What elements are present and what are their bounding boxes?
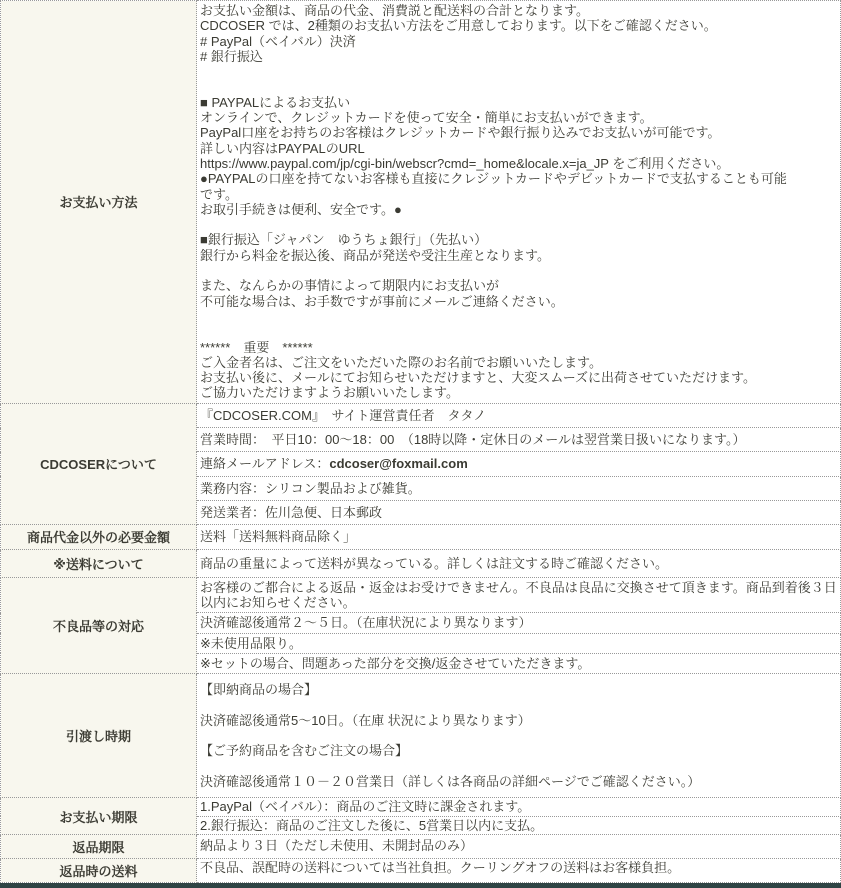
bottom-bar <box>0 883 841 888</box>
text-line: お支払い後に、メールにてお知らせいただけますと、大変スムーズに出荷させていただけます。 <box>200 370 757 386</box>
text-line: 決済確認後通常２～５日。（在庫状況により異なります） <box>200 615 532 631</box>
text-line: 営業時間： 平日10：00～18：00 （18時以降・定休日のメールは翌営業日扱いになります。） <box>200 432 746 448</box>
text-line: また、なんらかの事情によって期限内にお支払いが <box>200 278 500 294</box>
table-row <box>1 403 841 427</box>
section-content-about-cdcoser <box>197 500 841 524</box>
section-content-payment-method <box>197 1 841 404</box>
section-label-extra-fees: 商品代金以外の必要金額 <box>1 525 197 549</box>
text-line: ※セットの場合、問題あった部分を交換/返金させていただきます。 <box>200 655 591 671</box>
text-line: ****** 重要 ****** <box>200 339 313 355</box>
text-line: 1.PayPal（ベイバル）：商品のご注文時に課金されます。 <box>200 799 531 815</box>
section-content-payment-deadline <box>197 798 841 816</box>
text-line <box>200 324 837 339</box>
text-line: ●PAYPALの口座を持てないお客様も直接にクレジットカードやデビットカードで支払することも可能 <box>200 171 787 187</box>
section-content-defective-items <box>197 613 841 633</box>
section-label-payment-deadline: お支払い期限 <box>1 798 197 835</box>
text-line <box>200 456 837 471</box>
section-content-delivery-time <box>197 674 841 798</box>
text-line: 不可能な場合は、お手数ですが事前にメールご連絡ください。 <box>200 293 564 309</box>
text-line: 不良品、誤配時の送料については当社負担。クーリングオフの送料はお客様負担。 <box>200 859 681 875</box>
text-line: # 銀行振込 <box>200 48 263 64</box>
text-line: 納品より３日（ただし未使用、未開封品のみ） <box>200 837 474 853</box>
section-label-about-shipping: ※送料について <box>1 549 197 577</box>
table-row <box>1 1 841 404</box>
text-line: 【ご予約商品を含むご注文の場合】 <box>200 743 409 759</box>
text-line: ご入金者名は、ご注文をいただいた際のお名前でお願いいたします。 <box>200 354 602 370</box>
text-line: # PayPal（ベイバル）決済 <box>200 33 356 49</box>
text-line <box>200 759 837 774</box>
text-line <box>200 263 837 278</box>
section-content-return-shipping <box>197 858 841 882</box>
text-line <box>200 309 837 324</box>
text-line: オンラインで、クレジットカードを使って安全・簡単にお支払いができます。 <box>200 110 653 126</box>
table-row <box>1 549 841 577</box>
text-line <box>200 728 837 743</box>
section-content-about-cdcoser <box>197 476 841 500</box>
section-content-return-deadline <box>197 834 841 858</box>
text-line: 銀行から料金を振込後、商品が発送や受注生産となります。 <box>200 247 550 263</box>
table-row <box>1 577 841 613</box>
section-label-delivery-time: 引渡し時期 <box>1 674 197 798</box>
section-content-payment-deadline <box>197 816 841 834</box>
section-content-about-shipping <box>197 549 841 577</box>
section-label-return-deadline: 返品期限 <box>1 834 197 858</box>
text-line <box>200 79 837 94</box>
text-line: ■銀行振込「ジャパン ゆうちょ銀行」（先払い） <box>200 232 488 248</box>
table-row <box>1 674 841 798</box>
text-line: 発送業者：佐川急便、日本郵政 <box>200 504 383 520</box>
table-row <box>1 525 841 549</box>
text-line: https://www.paypal.com/jp/cgi-bin/webscr?cmd=_home&locale.x=ja_JP をご利用ください。 <box>200 155 730 171</box>
section-label-defective-items: 不良品等の対応 <box>1 577 197 673</box>
table-row <box>1 798 841 816</box>
text-line: 詳しい内容はPAYPALのURL <box>200 140 365 156</box>
section-label-payment-method: お支払い方法 <box>1 1 197 404</box>
text-line: PayPal口座をお持ちのお客様はクレジットカードや銀行振り込みでお支払いが可能です。 <box>200 125 721 141</box>
section-label-return-shipping: 返品時の送料 <box>1 858 197 882</box>
text-line: 【即納商品の場合】 <box>200 682 318 698</box>
text-line: 決済確認後通常5～10日。（在庫 状況により異なります） <box>200 712 531 728</box>
section-content-defective-items <box>197 633 841 653</box>
text-line: です。 <box>200 186 238 202</box>
section-content-defective-items <box>197 577 841 613</box>
text-line: 送料「送料無料商品除く」 <box>200 529 357 545</box>
text-line: お客様のご都合による返品・返金はお受けできません。不良品は良品に交換させて頂きます。商品到着後３日以内にお知らせください。 <box>200 579 837 611</box>
text-line: 商品の重量によって送料が異なっている。詳しくは註文する時ご確認ください。 <box>200 555 669 571</box>
text-line: 業務内容：シリコン製品および雑貨。 <box>200 480 421 496</box>
store-policy-table-body <box>1 1 841 883</box>
text-line: 『CDCOSER.COM』 サイト運営責任者 タタノ <box>200 407 487 423</box>
section-content-about-cdcoser <box>197 452 841 476</box>
text-line: ■ PAYPALによるお支払い <box>200 94 351 110</box>
text-line: ご協力いただけますようお願いいたします。 <box>200 385 459 401</box>
section-content-extra-fees <box>197 525 841 549</box>
text-line: お支払い金額は、商品の代金、消費説と配送料の合計となります。 <box>200 3 589 18</box>
section-content-defective-items <box>197 653 841 673</box>
section-label-about-cdcoser: CDCOSERについて <box>1 403 197 524</box>
section-content-about-cdcoser <box>197 403 841 427</box>
text-line: 決済確認後通常１０－２０営業日（詳しくは各商品の詳細ページでご確認ください。） <box>200 774 701 790</box>
text-line <box>200 64 837 79</box>
text-line: ※未使用品限り。 <box>200 635 302 651</box>
section-content-about-cdcoser <box>197 428 841 452</box>
contact-email-label: 連絡メールアドレス： <box>200 456 330 472</box>
table-row <box>1 834 841 858</box>
text-line <box>200 217 837 232</box>
text-line <box>200 698 837 713</box>
table-row <box>1 858 841 882</box>
text-line: お取引手続きは便利、安全です。● <box>200 201 402 217</box>
text-line: CDCOSER では、2種類のお支払い方法をご用意しております。以下をご確認ください。 <box>200 18 717 34</box>
text-line: 2.銀行振込：商品のご注文した後に、5営業日以内に支払。 <box>200 817 544 833</box>
contact-email: cdcoser@foxmail.com <box>329 456 468 472</box>
